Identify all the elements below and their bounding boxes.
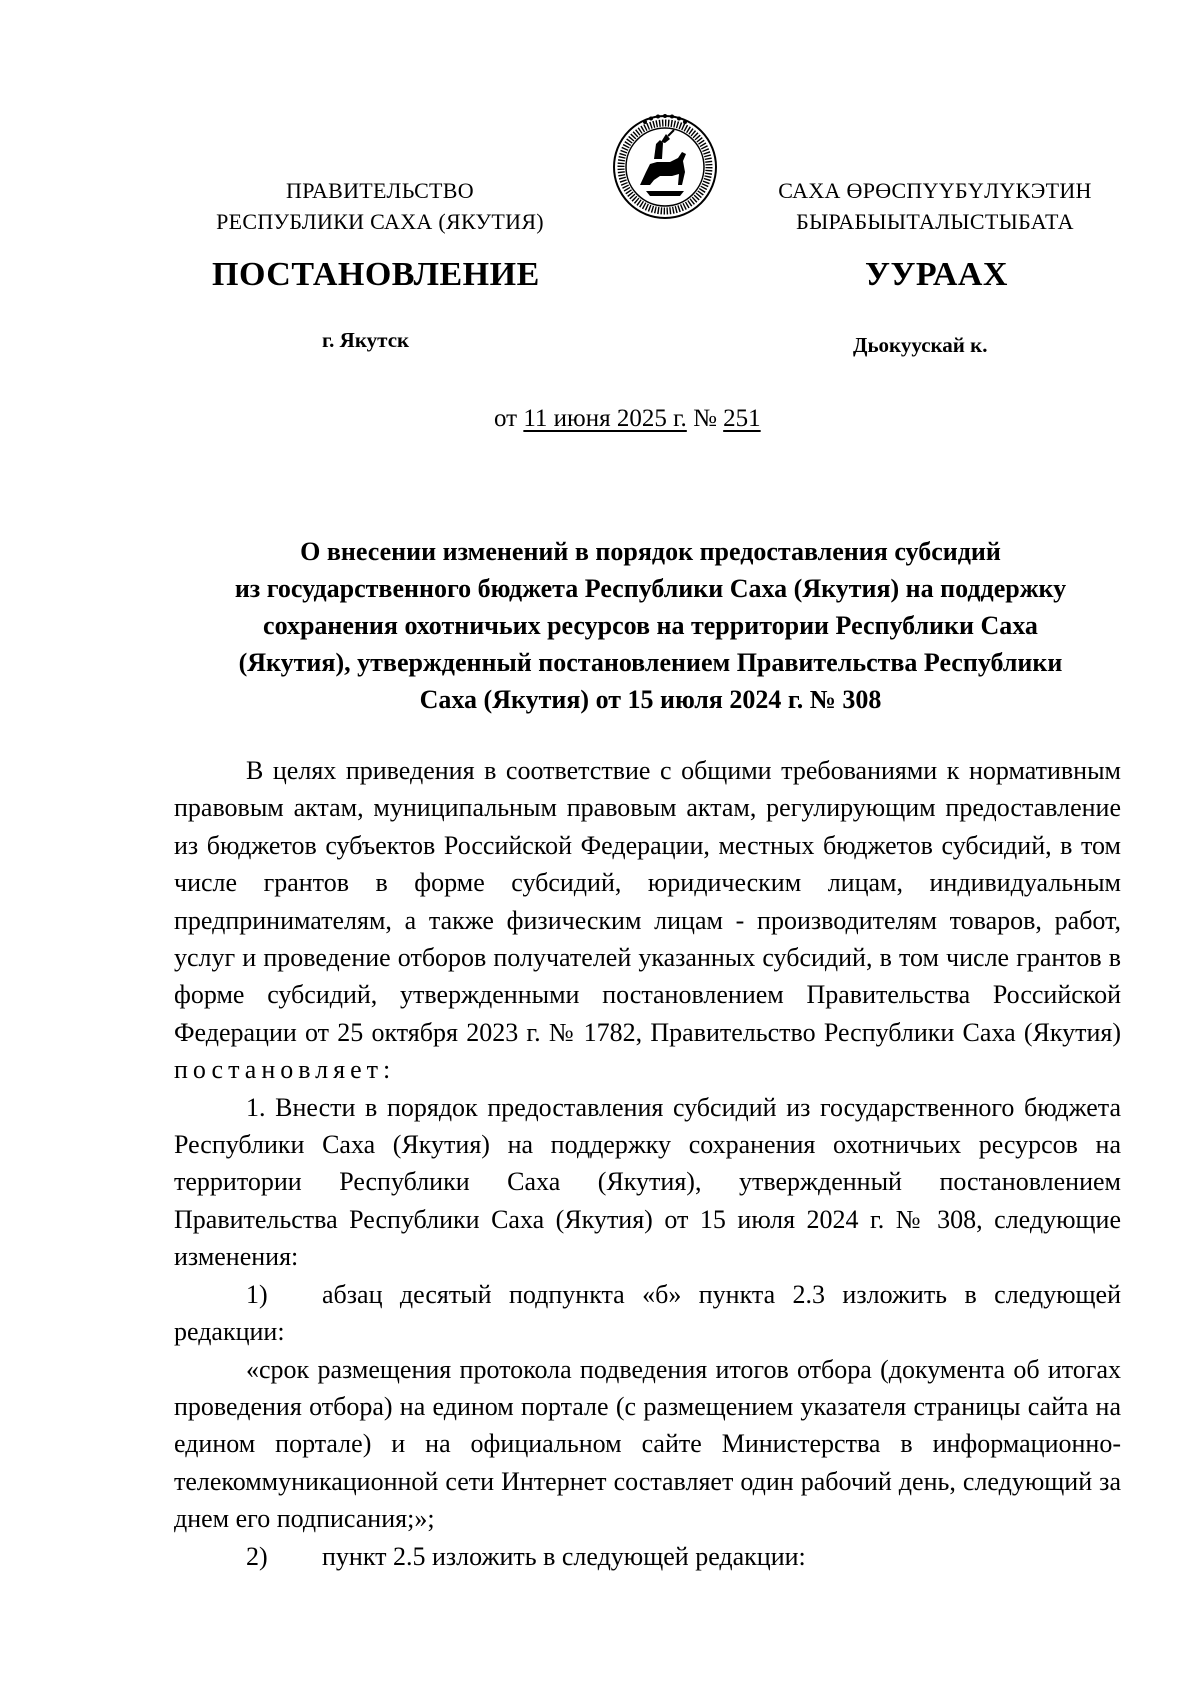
title-line: из государственного бюджета Республики Саха (Якутия) на поддержку: [234, 574, 1067, 603]
header-right-sakha: [740, 175, 1130, 237]
number-sign: №: [693, 405, 717, 432]
header-left-ru: [170, 175, 590, 237]
subitem-2-text: пункт 2.5 изложить в следующей редакции:: [322, 1541, 806, 1571]
quote-paragraph: «срок размещения протокола подведения итогов отбора (документа об итогах проведения отбора) на едином портале (с размещением указателя страницы сайта на едином портале) и на официальном сайте Министерства в информационно-телекоммуникационной сети Интернет составляет один рабочий день, следующий за днем его подписания;»;: [174, 1354, 1121, 1534]
subitem-2-number: 2): [246, 1541, 268, 1571]
subitem-1-number: 1): [246, 1279, 268, 1309]
city-ru: г. Якутск: [322, 328, 410, 352]
header-left-line2: РЕСПУБЛИКИ САХА (ЯКУТИЯ): [216, 209, 544, 234]
decree-date: 11 июня 2025 г.: [523, 405, 687, 432]
header-right-line2: БЫРАБЫЫТАЛЫСТЫБАТА: [796, 209, 1074, 234]
city-sakha: Дьокуускай к.: [853, 333, 988, 357]
date-prefix: от: [494, 405, 518, 432]
title-line: О внесении изменений в порядок предоставления субсидий: [300, 537, 1001, 566]
coat-of-arms-icon: [610, 112, 720, 222]
header-left-line1: ПРАВИТЕЛЬСТВО: [286, 178, 474, 203]
title-line: (Якутия), утвержденный постановлением Правительства Республики: [238, 648, 1063, 677]
title-line: сохранения охотничьих ресурсов на территории Республики Саха: [263, 611, 1038, 640]
decree-date-line: [494, 405, 761, 433]
decree-title-ru: ПОСТАНОВЛЕНИЕ: [212, 256, 540, 293]
decree-title-sakha: УУРААХ: [865, 256, 1008, 293]
resolves-word: постановляет:: [174, 1055, 396, 1085]
preamble-paragraph: [174, 752, 1121, 1089]
item-1-paragraph: 1. Внести в порядок предоставления субсидий из государственного бюджета Республики Саха (Якутия) на поддержку сохранения охотничьих ресурсов на территории Республики Саха (Якутия), утвержденный постановлением Правительства Республики Саха (Якутия) от 15 июля 2024 г. № 308, следующие изменения:: [174, 1092, 1121, 1272]
subitem-1-text: абзац десятый подпункта «б» пункта 2.3 изложить в следующей редакции:: [174, 1279, 1121, 1347]
document-title: [168, 533, 1133, 718]
subitem-1-paragraph: [174, 1276, 1121, 1351]
preamble-text: В целях приведения в соответствие с общими требованиями к нормативным правовым актам, муниципальным правовым актам, регулирующим предоставление из бюджетов субъектов Российской Федерации, местных бюджетов субсидий, в том числе грантов в форме субсидий, юридическим лицам, индивидуальным предпринимателям, а также физическим лицам - производителям товаров, работ, услуг и проведение отборов получателей указанных субсидий, в том числе грантов в форме субсидий, утвержденными постановлением Правительства Российской Федерации от 25 октября 2023 г. № 1782, Правительство Республики Саха (Якутия): [174, 756, 1121, 1047]
document-body: [174, 752, 1121, 1575]
header-right-line1: САХА ӨРӨСПҮҮБҮЛҮКЭТИН: [778, 178, 1092, 203]
subitem-2-paragraph: [174, 1538, 1121, 1575]
title-line: Саха (Якутия) от 15 июля 2024 г. № 308: [419, 685, 882, 714]
decree-number: 251: [723, 405, 761, 432]
